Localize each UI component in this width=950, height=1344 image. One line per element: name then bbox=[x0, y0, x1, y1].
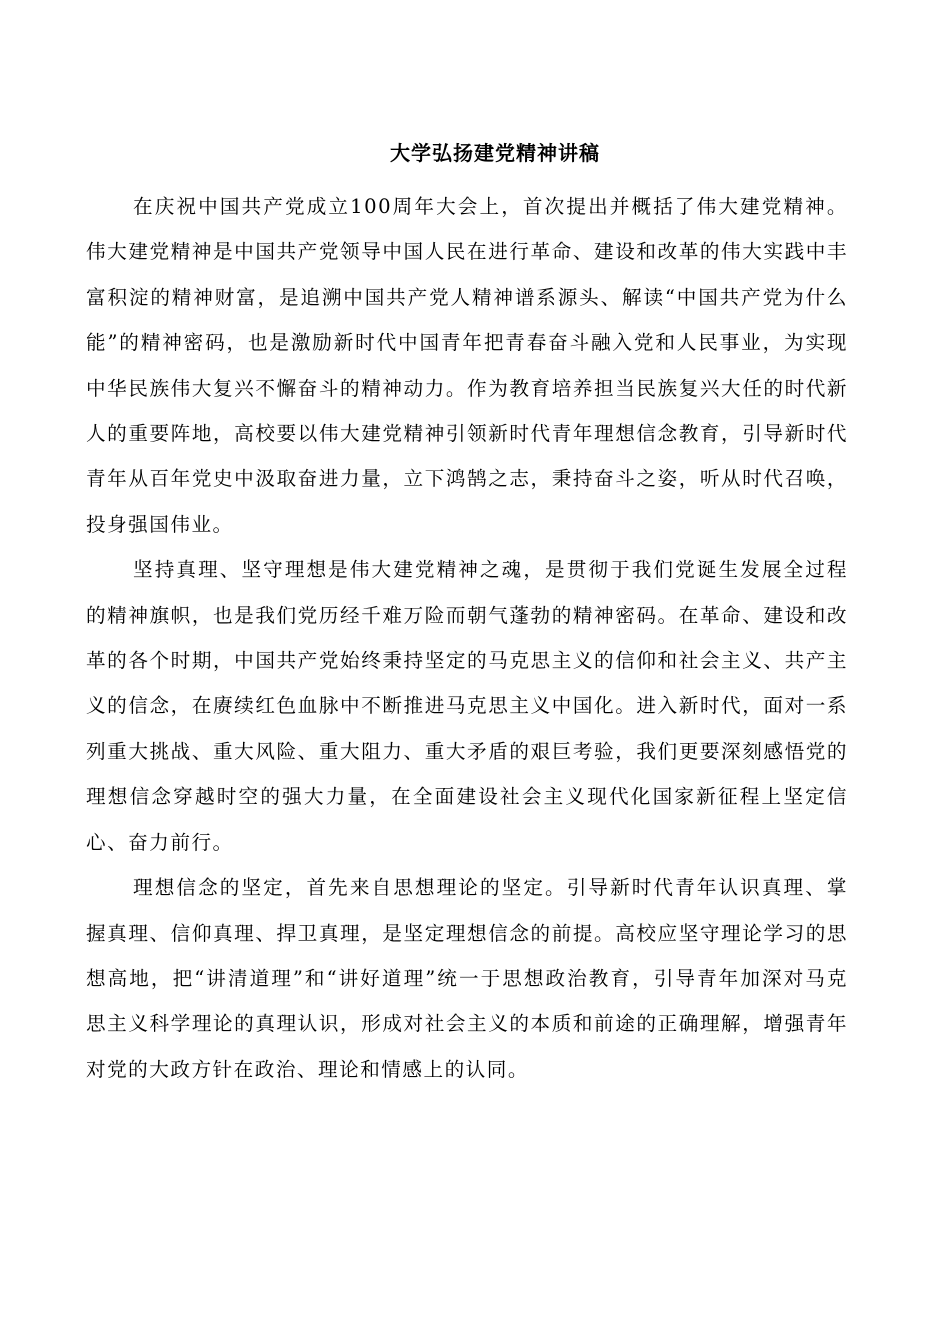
document-title: 大学弘扬建党精神讲稿 bbox=[390, 141, 600, 165]
paragraph-2: 坚持真理、坚守理想是伟大建党精神之魂，是贯彻于我们党诞生发展全过程的精神旗帜，也是我们党历经千难万险而朝气蓬勃的精神密码。在革命、建设和改革的各个时期，中国共产党始终秉持坚定的马克思主义的信仰和社会主义、共产主义的信念，在赓续红色血脉中不断推进马克思主义中国化。进入新时代，面对一系列重大挑战、重大风险、重大阻力、重大矛盾的艰巨考验，我们更要深刻感悟党的理想信念穿越时空的强大力量，在全面建设社会主义现代化国家新征程上坚定信心、奋力前行。 bbox=[86, 558, 848, 854]
document-body bbox=[86, 184, 848, 1092]
paragraph-1: 在庆祝中国共产党成立100周年大会上，首次提出并概括了伟大建党精神。伟大建党精神是中国共产党领导中国人民在进行革命、建设和改革的伟大实践中丰富积淀的精神财富，是追溯中国共产党人精神谱系源头、解读“中国共产党为什么能”的精神密码，也是激励新时代中国青年把青春奋斗融入党和人民事业，为实现中华民族伟大复兴不懈奋斗的精神动力。作为教育培养担当民族复兴大任的时代新人的重要阵地，高校要以伟大建党精神引领新时代青年理想信念教育，引导新时代青年从百年党史中汲取奋进力量，立下鸿鹄之志，秉持奋斗之姿，听从时代召唤，投身强国伟业。 bbox=[86, 195, 848, 536]
paragraph-3: 理想信念的坚定，首先来自思想理论的坚定。引导新时代青年认识真理、掌握真理、信仰真理、捍卫真理，是坚定理想信念的前提。高校应坚守理论学习的思想高地，把“讲清道理”和“讲好道理”统一于思想政治教育，引导青年加深对马克思主义科学理论的真理认识，形成对社会主义的本质和前途的正确理解，增强青年对党的大政方针在政治、理论和情感上的认同。 bbox=[86, 876, 848, 1081]
